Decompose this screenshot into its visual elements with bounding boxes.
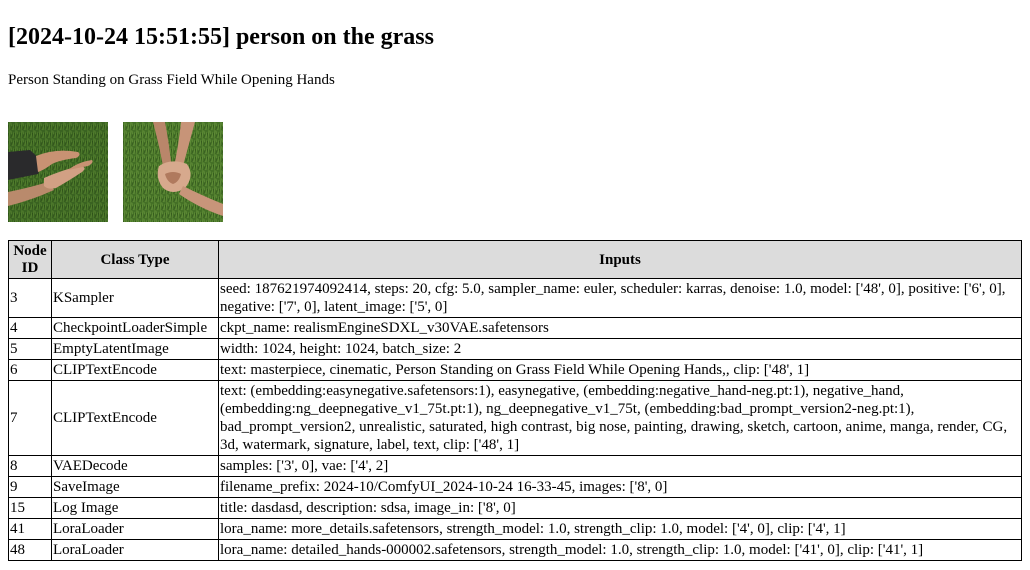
hands-on-grass-image-1[interactable] <box>8 122 108 222</box>
table-row <box>9 279 1022 318</box>
class-type-cell: KSampler <box>52 279 219 318</box>
inputs-cell: lora_name: detailed_hands-000002.safetensors, strength_model: 1.0, strength_clip: 1.0, model: ['41', 0], clip: ['41', 1] <box>219 540 1022 561</box>
hands-on-grass-image-2-graphic <box>123 122 223 222</box>
column-header-class-type: Class Type <box>52 241 219 279</box>
inputs-cell: lora_name: more_details.safetensors, strength_model: 1.0, strength_clip: 1.0, model: ['4', 0], clip: ['4', 1] <box>219 519 1022 540</box>
node-id-cell: 15 <box>9 498 52 519</box>
table-row <box>9 381 1022 456</box>
class-type-cell: LoraLoader <box>52 519 219 540</box>
inputs-cell: samples: ['3', 0], vae: ['4', 2] <box>219 456 1022 477</box>
workflow-nodes-table <box>8 240 1022 561</box>
node-id-cell: 48 <box>9 540 52 561</box>
inputs-cell: title: dasdasd, description: sdsa, image_in: ['8', 0] <box>219 498 1022 519</box>
class-type-cell: EmptyLatentImage <box>52 339 219 360</box>
table-row <box>9 339 1022 360</box>
node-id-cell: 4 <box>9 318 52 339</box>
inputs-cell: seed: 187621974092414, steps: 20, cfg: 5.0, sampler_name: euler, scheduler: karras, denoise: 1.0, model: ['48', 0], positive: ['6', 0], negative: ['7', 0], latent_image: ['5', 0] <box>219 279 1022 318</box>
inputs-cell: ckpt_name: realismEngineSDXL_v30VAE.safetensors <box>219 318 1022 339</box>
node-id-cell: 9 <box>9 477 52 498</box>
table-row <box>9 360 1022 381</box>
node-id-cell: 3 <box>9 279 52 318</box>
node-id-cell: 6 <box>9 360 52 381</box>
node-id-cell: 41 <box>9 519 52 540</box>
class-type-cell: VAEDecode <box>52 456 219 477</box>
table-header-row <box>9 241 1022 279</box>
class-type-cell: CheckpointLoaderSimple <box>52 318 219 339</box>
class-type-cell: Log Image <box>52 498 219 519</box>
table-row <box>9 318 1022 339</box>
class-type-cell: LoraLoader <box>52 540 219 561</box>
table-row <box>9 456 1022 477</box>
inputs-cell: width: 1024, height: 1024, batch_size: 2 <box>219 339 1022 360</box>
image-gallery <box>8 122 223 222</box>
node-id-cell: 7 <box>9 381 52 456</box>
class-type-cell: CLIPTextEncode <box>52 360 219 381</box>
table-row <box>9 540 1022 561</box>
hands-on-grass-image-2[interactable] <box>123 122 223 222</box>
page-subtitle: Person Standing on Grass Field While Opening Hands <box>8 72 335 88</box>
table-row <box>9 477 1022 498</box>
inputs-cell: text: masterpiece, cinematic, Person Standing on Grass Field While Opening Hands,, clip: ['48', 1] <box>219 360 1022 381</box>
column-header-inputs: Inputs <box>219 241 1022 279</box>
column-header-node-id: Node ID <box>9 241 52 279</box>
page-title: [2024-10-24 15:51:55] person on the grass <box>8 24 434 50</box>
hands-on-grass-image-1-graphic <box>8 122 108 222</box>
table-row <box>9 498 1022 519</box>
class-type-cell: CLIPTextEncode <box>52 381 219 456</box>
node-id-cell: 5 <box>9 339 52 360</box>
node-id-cell: 8 <box>9 456 52 477</box>
inputs-cell: text: (embedding:easynegative.safetensors:1), easynegative, (embedding:negative_hand-neg.pt:1), negative_hand, (embedding:ng_deepnegative_v1_75t.pt:1), ng_deepnegative_v1_75t, (embedding:bad_prompt_version2-neg.pt:1), bad_prompt_version2, unrealistic, saturated, high contrast, big nose, painting, drawing, sketch, cartoon, anime, manga, render, CG, 3d, watermark, signature, label, text, clip: ['48', 1] <box>219 381 1022 456</box>
table-row <box>9 519 1022 540</box>
class-type-cell: SaveImage <box>52 477 219 498</box>
inputs-cell: filename_prefix: 2024-10/ComfyUI_2024-10-24 16-33-45, images: ['8', 0] <box>219 477 1022 498</box>
